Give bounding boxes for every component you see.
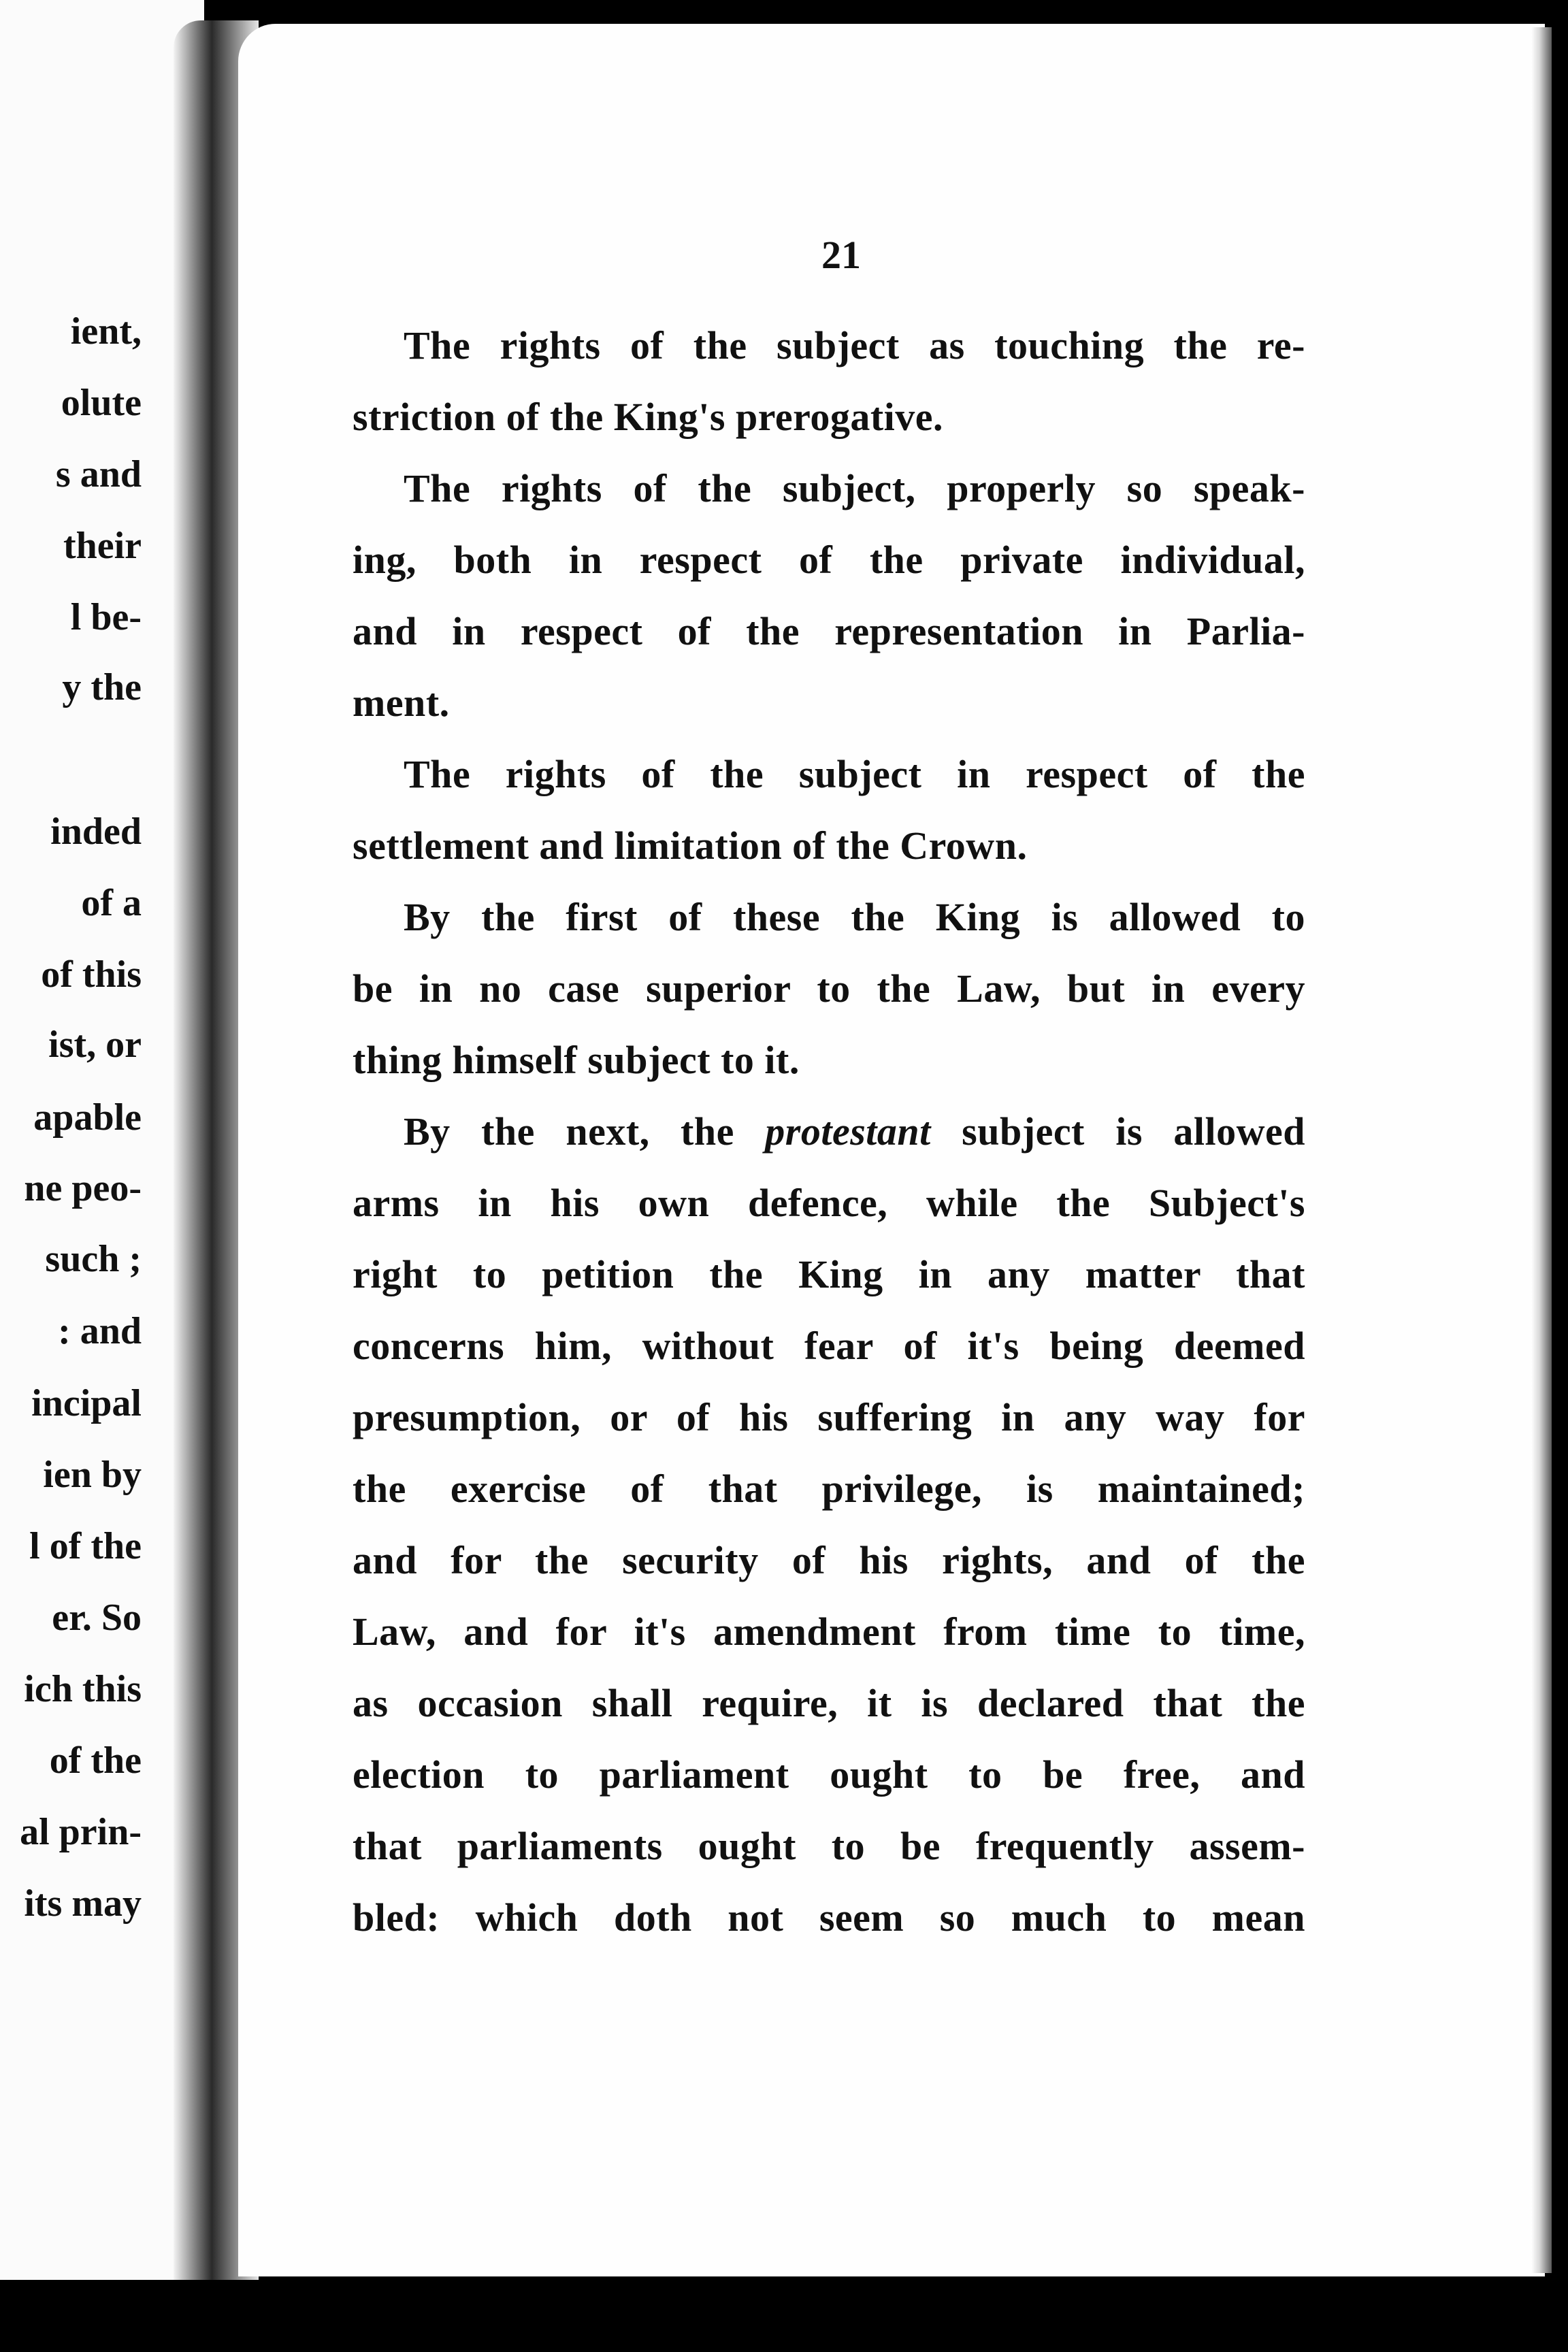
text-line: concerns him, without fear of it's being deemed — [353, 1324, 1305, 1368]
left-page-line: ien by — [43, 1454, 142, 1496]
left-page-line: al prin- — [20, 1811, 142, 1853]
italic-word: protestant — [765, 1109, 931, 1154]
text-line: The rights of the subject as touching the re- — [404, 323, 1305, 368]
scan-border — [0, 2280, 1568, 2352]
left-page-line: : and — [58, 1310, 142, 1352]
left-page-line: its may — [24, 1882, 142, 1925]
left-page-line: of this — [41, 953, 142, 996]
text-line: and for the security of his rights, and of the — [353, 1538, 1305, 1582]
left-page-line: apable — [33, 1096, 142, 1139]
text-line: ment. — [353, 681, 450, 725]
left-page-line: inded — [50, 811, 142, 853]
left-page-line: ient, — [70, 310, 142, 353]
left-page-line: olute — [61, 382, 142, 424]
text-line: the exercise of that privilege, is maintained; — [353, 1467, 1305, 1511]
left-page-line: ne peo- — [24, 1167, 142, 1209]
left-page-line: s and — [55, 453, 142, 495]
text-line: ing, both in respect of the private individual, — [353, 538, 1305, 582]
text-line: The rights of the subject in respect of the — [404, 752, 1305, 796]
text-line — [353, 1096, 1305, 1167]
left-page-line: l be- — [70, 596, 142, 638]
page-edge — [1531, 27, 1552, 2273]
text-segment: subject is allowed — [930, 1109, 1305, 1154]
page-number: 21 — [821, 233, 861, 277]
left-page-line: ich this — [24, 1668, 142, 1710]
text-line: that parliaments ought to be frequently assem- — [353, 1824, 1305, 1868]
text-line: and in respect of the representation in Parlia- — [353, 609, 1305, 653]
text-line: as occasion shall require, it is declared that the — [353, 1681, 1305, 1725]
left-page-line: such ; — [45, 1238, 142, 1280]
text-line: election to parliament ought to be free, and — [353, 1752, 1305, 1797]
left-page-line: of a — [81, 882, 142, 924]
left-page-line: l of the — [29, 1525, 142, 1567]
text-line: bled: which doth not seem so much to mean — [353, 1895, 1305, 1940]
text-segment: By the next, the — [404, 1109, 766, 1154]
text-line: settlement and limitation of the Crown. — [353, 823, 1028, 868]
left-page-line: ist, or — [48, 1024, 142, 1066]
left-page-line: y the — [62, 666, 142, 708]
body-text — [353, 310, 1305, 1953]
left-page-line: of the — [49, 1740, 142, 1782]
text-line: arms in his own defence, while the Subject's — [353, 1181, 1305, 1225]
text-line: Law, and for it's amendment from time to time, — [353, 1610, 1305, 1654]
text-line: presumption, or of his suffering in any way for — [353, 1395, 1305, 1439]
text-line: The rights of the subject, properly so speak- — [404, 466, 1305, 510]
left-page-line: their — [63, 525, 142, 567]
text-line: By the first of these the King is allowed to — [404, 895, 1305, 939]
left-page-line: er. So — [52, 1597, 142, 1639]
left-page-line: incipal — [31, 1382, 142, 1424]
text-line: striction of the King's prerogative. — [353, 395, 944, 439]
text-line: thing himself subject to it. — [353, 1038, 800, 1082]
text-line: be in no case superior to the Law, but in every — [353, 966, 1305, 1011]
text-line: right to petition the King in any matter that — [353, 1252, 1305, 1296]
